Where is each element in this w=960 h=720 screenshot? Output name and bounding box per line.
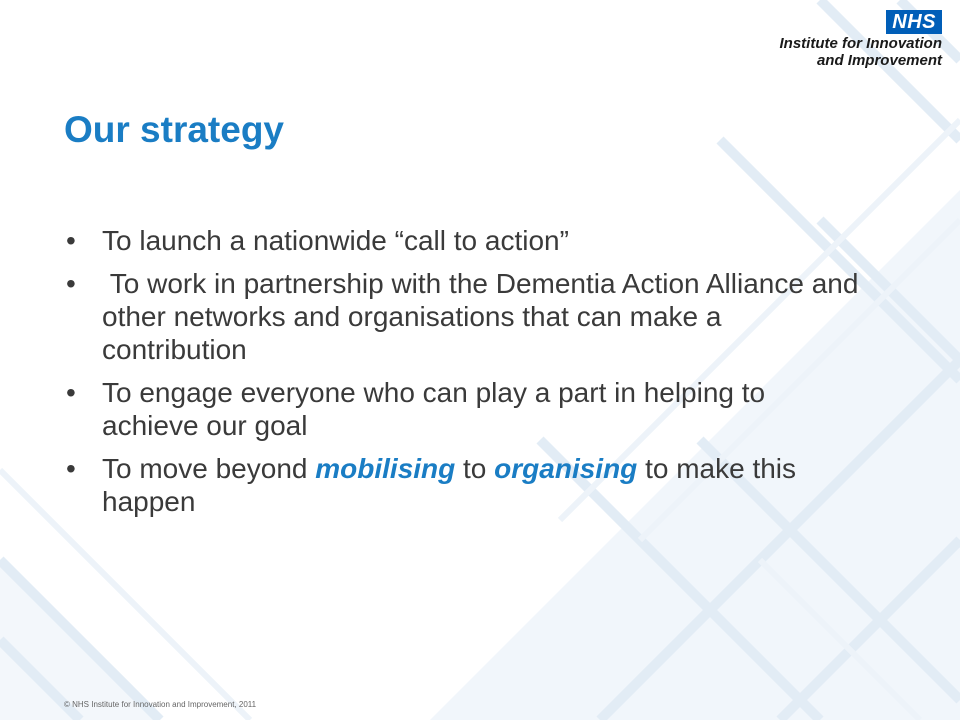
- bullet-text-mid: to: [455, 453, 495, 484]
- bullet-icon: •: [66, 268, 76, 299]
- bullet-item: [66, 376, 866, 442]
- bullet-icon: •: [66, 225, 76, 256]
- nhs-badge: NHS: [886, 10, 942, 34]
- bullet-item: [66, 267, 866, 366]
- bullet-text-pre: To move beyond: [102, 453, 316, 484]
- bullet-text: To launch a nationwide “call to action”: [102, 225, 569, 256]
- bullet-icon: •: [66, 453, 76, 484]
- emphasis-organising: organising: [494, 453, 638, 484]
- slide-title: Our strategy: [64, 109, 285, 150]
- bullet-text: To work in partnership with the Dementia Action Alliance and other networks and organisations that can make a contribution: [102, 268, 867, 365]
- logo-line-1: Institute for Innovation: [779, 35, 942, 52]
- emphasis-mobilising: mobilising: [315, 453, 456, 484]
- bullet-item: [66, 224, 866, 257]
- bullet-text: [102, 453, 804, 517]
- bullet-item: [66, 452, 866, 518]
- bullet-text: To engage everyone who can play a part in helping to achieve our goal: [102, 377, 766, 441]
- bullet-icon: •: [66, 377, 76, 408]
- bullet-text-post: to make this happen: [102, 453, 804, 517]
- bullet-list: [66, 224, 866, 528]
- copyright-footer: © NHS Institute for Innovation and Improvement, 2011: [64, 700, 257, 709]
- logo-line-2: and Improvement: [816, 52, 942, 69]
